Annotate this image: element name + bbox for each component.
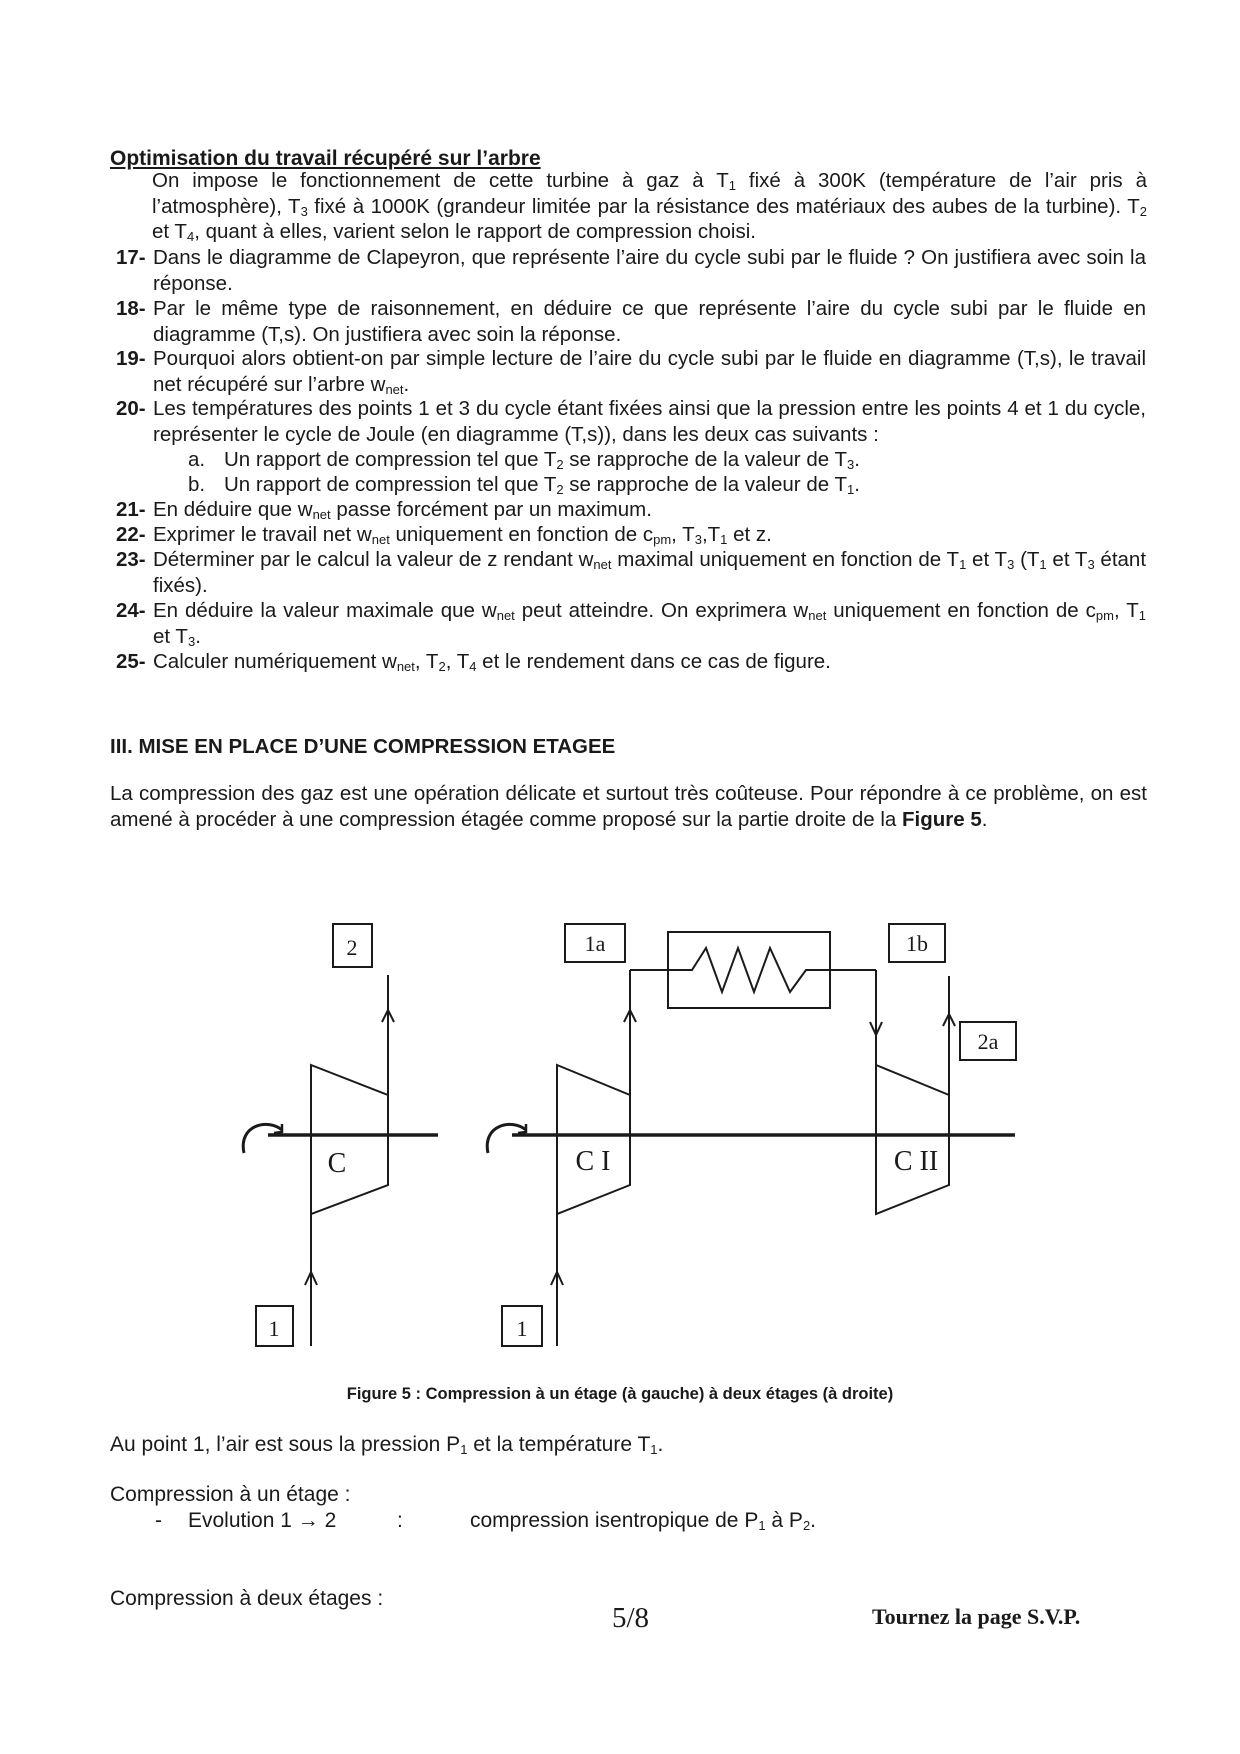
evolution-description: compression isentropique de $P_1$ à $P_2$. — [470, 1509, 817, 1533]
right-1b-label: 1b — [906, 931, 928, 956]
left-compressor-body — [311, 1065, 388, 1214]
one-stage-heading: Compression à un étage : — [110, 1483, 351, 1506]
question-25: 25- Calculer numériquement $w_{net}$, $T_2$, $T_4$ et le rendement dans ce cas de figure. — [116, 650, 831, 674]
section-title: Optimisation du travail récupéré sur l’arbre — [110, 147, 541, 170]
right-1a-label: 1a — [584, 931, 606, 956]
turn-page-note: Tournez la page S.V.P. — [872, 1604, 1081, 1629]
question-23: 23- Déterminer par le calcul la valeur de z rendant $w_{net}$ maximal uniquement en fonction de $T_1$ et $T_3$ ($T_1$ et $T_3$ étant fixés). — [116, 548, 1147, 597]
compressor-ci-label: C I — [575, 1146, 611, 1177]
page-number: 5/8 — [612, 1602, 650, 1634]
two-stage-heading: Compression à deux étages : — [110, 1587, 384, 1610]
question-19: 19- Pourquoi alors obtient-on par simple lecture de l’aire du cycle subi par le fluide en diagramme (T,s), le travail net récupéré sur l’arbre $w_{net}$. — [116, 347, 1146, 397]
compressor-cii-body — [876, 1065, 949, 1214]
question-20-case-b: b. Un rapport de compression tel que $T_2$ se rapproche de la valeur de $T_1$. — [188, 473, 860, 497]
intercooler-coil — [668, 948, 830, 992]
compressor-cii-label: C II — [893, 1146, 939, 1177]
evolution-label: Evolution 1 → 2 — [188, 1509, 337, 1532]
question-18: 18- Par le même type de raisonnement, en déduire ce que représente l’aire du cycle subi par le fluide en diagramme (T,s). On justifiera avec soin la réponse. — [116, 297, 1146, 346]
intro-paragraph: On impose le fonctionnement de cette turbine à gaz à $T_1$ fixé à 300K (température de l’air pris à l’atmosphère), $T_3$ fixé à 1000K (grandeur limitée par la résistance des matériaux des aubes de la turbine). $T_2$ et $T_4$, quant à elles, varient selon le rapport de compression choisi. — [152, 169, 1148, 244]
point-1-conditions: Au point 1, l’air est sous la pression $P_1$ et la température $T_1$. — [110, 1433, 664, 1457]
left-inlet-label: 1 — [268, 1316, 280, 1341]
question-20: 20- Les températures des points 1 et 3 du cycle étant fixées ainsi que la pression entre les points 4 et 1 du cycle, représenter le cycle de Joule (en diagramme (T,s)), dans les deux cas suivants : — [116, 397, 1146, 446]
section-3-heading: III. MISE EN PLACE D’UNE COMPRESSION ETAGEE — [110, 735, 616, 758]
right-2a-label: 2a — [977, 1029, 999, 1054]
question-21: 21- En déduire que $w_{net}$ passe forcément par un maximum. — [116, 498, 652, 522]
figure-caption: Figure 5 : Compression à un étage (à gauche) à deux étages (à droite) — [346, 1385, 894, 1403]
question-24: 24- En déduire la valeur maximale que $w_{net}$ peut atteindre. On exprimera $w_{net}$ uniquement en fonction de $c_{pm}$, $T_1$ et $T_3$. — [116, 599, 1147, 649]
section-3-paragraph: La compression des gaz est une opération délicate et surtout très coûteuse. Pour répondre à ce problème, on est amené à procéder à une compression étagée comme proposé sur la partie droite de la Figure 5. — [110, 782, 1147, 831]
left-compressor-label: C — [327, 1148, 347, 1179]
right-rotation-icon — [487, 1124, 526, 1153]
question-20-case-a: a. Un rapport de compression tel que $T_2$ se rapproche de la valeur de $T_3$. — [188, 448, 860, 472]
evolution-colon: : — [397, 1509, 403, 1532]
question-17: 17- Dans le diagramme de Clapeyron, que représente l’aire du cycle subi par le fluide ? On justifiera avec soin la réponse. — [116, 246, 1146, 295]
left-outlet-label: 2 — [346, 935, 358, 960]
left-rotation-icon — [243, 1124, 282, 1153]
right-inlet-label: 1 — [516, 1316, 528, 1341]
compressor-ci-body — [557, 1065, 630, 1214]
question-22: 22- Exprimer le travail net $w_{net}$ uniquement en fonction de $c_{pm}$, $T_3,T_1$ et z. — [116, 523, 772, 547]
evolution-dash: - — [155, 1509, 162, 1532]
